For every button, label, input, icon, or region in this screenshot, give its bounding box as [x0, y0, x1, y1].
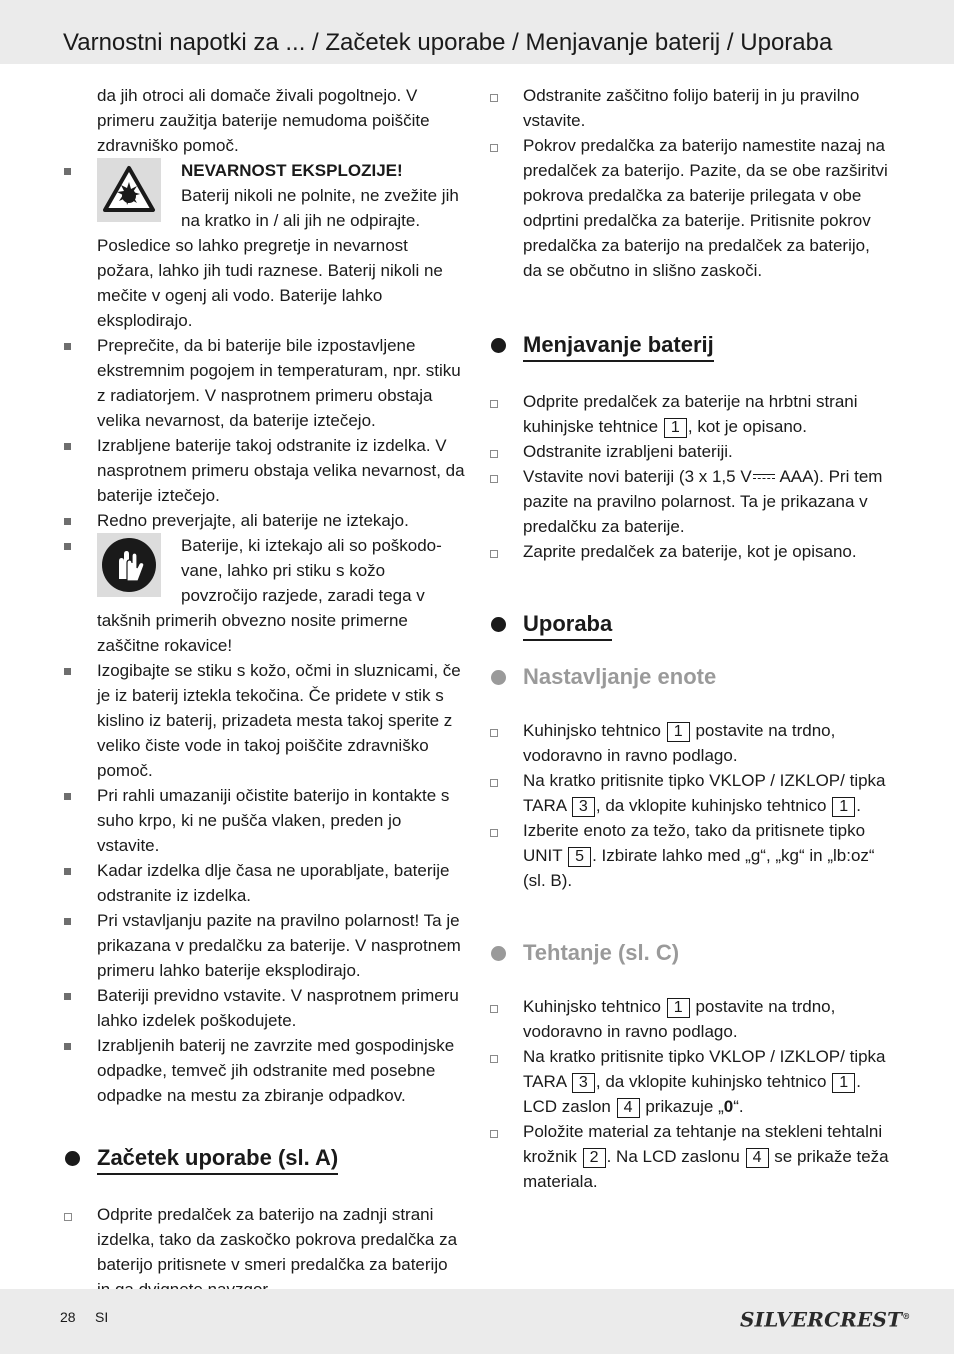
step-text: . Izbirate lahko med „g“, „kg“ in „lb:oz“ (sl. B). [523, 846, 875, 890]
section-heading-text: Uporaba [523, 610, 612, 641]
step-text: Kuhinjsko tehtnico [523, 721, 661, 740]
step-text: , kot je opisano. [687, 417, 807, 436]
step-text: Položite material za tehtanje na stekleni tehtalni krožnik [523, 1122, 883, 1166]
page-title: Varnostni napotki za ... / Začetek uporabe / Menjavanje baterij / Uporaba [63, 29, 833, 56]
step-item [489, 768, 891, 818]
step-item [489, 439, 891, 464]
part-ref: 4 [746, 1148, 769, 1168]
step-text: AAA). Pri tem pazite na pravilno polarnost. Ta je prikazana v predalčku za baterije. [523, 467, 883, 536]
section-heading-use [489, 610, 891, 641]
step-text: “. [733, 1097, 744, 1116]
step-text: , da vklopite kuhinjsko tehtnico [595, 796, 827, 815]
page-footer [0, 1289, 954, 1354]
step-item [489, 539, 891, 564]
list-item [63, 333, 465, 433]
section-heading-text: Menjavanje baterij [523, 331, 714, 362]
part-ref: 1 [832, 1073, 855, 1093]
step-text: Na kratko pritisnite tipko VKLOP / IZKLOP/ tipka TARA [523, 771, 886, 815]
part-ref: 1 [667, 998, 690, 1018]
list-item-text: Redno preverjajte, ali baterije ne iztekajo. [97, 511, 409, 530]
language-code: SI [95, 1309, 109, 1325]
registered-mark: ® [902, 1311, 911, 1321]
subsection-heading-text: Tehtanje (sl. C) [523, 940, 680, 965]
part-ref: 1 [667, 722, 690, 742]
display-zero-value: 0 [723, 1097, 734, 1116]
step-text: Odprite predalček za baterije na hrbtni strani kuhinjske tehtnice [523, 392, 858, 436]
continued-text [63, 83, 465, 158]
list-item [63, 908, 465, 983]
step-text: Odprite predalček za baterijo na zadnji strani izdelka, tako da zaskočko pokrova predalčka za baterijo pritisnete v smeri predalčka za baterijo [97, 1205, 458, 1274]
subsection-heading-weighing [489, 939, 891, 967]
part-ref: 4 [617, 1098, 640, 1118]
part-ref: 2 [583, 1148, 606, 1168]
step-text: . LCD zaslon [523, 1072, 861, 1116]
continued-text-content: da jih otroci ali domače živali pogoltnejo. V primeru zaužitja baterije nemudoma poiščite zdravniško pomoč. [97, 86, 430, 155]
step-item [489, 83, 891, 133]
page-header [0, 0, 954, 64]
step-text: . [856, 796, 861, 815]
step-item [63, 1202, 465, 1302]
list-item [63, 658, 465, 783]
step-text: Odstranite izrabljeni bateriji. [523, 442, 733, 461]
section-heading-start [63, 1144, 465, 1175]
step-text: Na kratko pritisnite tipko VKLOP / IZKLOP/ tipka TARA [523, 1047, 886, 1091]
step-text: prikazuje „ [645, 1097, 724, 1116]
step-text: Odstranite zaščitno folijo baterij in ju pravilno vstavite. [523, 86, 860, 130]
step-item [489, 818, 891, 893]
step-text: se prikaže teža materiala. [523, 1147, 889, 1191]
list-item [63, 858, 465, 908]
section-heading-battery [489, 331, 891, 362]
gloves-warning-text: Baterije, ki iztekajo ali so poškodovane, lahko pri stiku s kožo povzročijo razjede, zaradi tega v takšnih primerih obvezno nosite primerne zaščitne rokavice! [97, 536, 442, 655]
warning-explosion [63, 158, 465, 333]
step-item [489, 1044, 891, 1119]
warning-gloves [63, 533, 465, 658]
explosion-warning-icon [97, 158, 161, 222]
list-item-text: Preprečite, da bi baterije bile izpostavljene ekstremnim pogojem in temperaturam, npr. stiku z radiatorjem. V nasprotnem primeru obstaja velika nevarnost, da baterije iztečejo. [97, 336, 461, 430]
list-item-text: Izogibajte se stiku s kožo, očmi in sluznicami, če je iz baterij iztekla tekočina. Če pridete v stik s kislino iz baterij, prizadeta mesta takoj sperite z veliko čiste vode in takoj poiščite zdravniško pomoč. [97, 661, 461, 780]
right-column [489, 83, 891, 1194]
step-item [489, 464, 891, 539]
subsection-heading-text: Nastavljanje enote [523, 664, 717, 689]
part-ref: 1 [832, 797, 855, 817]
step-text: Izberite enoto za težo, tako da pritisnete tipko UNIT [523, 821, 866, 865]
explosion-warning-heading: NEVARNOST EKSPLOZIJE! [181, 161, 403, 180]
step-text: Pokrov predalčka za baterijo namestite nazaj na predalček za baterijo. Pazite, da se obe razširitvi pokrova predalčka za baterije prilegata v obe odprtini predalčka za baterije. Pritisnite pokrov predalčka za baterijo na predalček za baterijo, da se občutno in slišno zaskoči. [523, 136, 888, 280]
step-text: postavite na trdno, vodoravno in ravno podlago. [523, 997, 836, 1041]
step-text: , da vklopite kuhinjsko tehtnico [595, 1072, 827, 1091]
list-item-text: Pri rahli umazaniji očistite baterijo in kontakte s suho krpo, ki ne pušča vlaken, preden jo vstavite. [97, 786, 450, 855]
step-item [489, 1119, 891, 1194]
list-item-text: Kadar izdelka dlje časa ne uporabljate, baterije odstranite iz izdelka. [97, 861, 450, 905]
list-item [63, 1033, 465, 1108]
direct-current-icon [753, 473, 775, 482]
subsection-heading-setup [489, 663, 891, 691]
list-item [63, 433, 465, 508]
left-column [63, 83, 465, 1302]
list-item-text: Izrabljene baterije takoj odstranite iz izdelka. V nasprotnem primeru obstaja velika nevarnost, da baterije iztečejo. [97, 436, 465, 505]
brand-logo [740, 1303, 910, 1333]
step-text: . Na LCD zaslonu [606, 1147, 740, 1166]
step-item [489, 718, 891, 768]
step-text: Zaprite predalček za baterije, kot je opisano. [523, 542, 857, 561]
step-text: postavite na trdno, vodoravno in ravno podlago. [523, 721, 836, 765]
list-item-text: Izrabljenih baterij ne zavrzite med gospodinjske odpadke, temveč jih odstranite med posebne odpadke na mestu za zbiranje odpadkov. [97, 1036, 455, 1105]
section-heading-text: Začetek uporabe (sl. A) [97, 1144, 338, 1175]
protective-gloves-icon [97, 533, 161, 597]
brand-logo-text: SILVERCREST [740, 1307, 903, 1332]
part-ref: 5 [568, 847, 591, 867]
page-number: 28 [60, 1309, 76, 1325]
list-item [63, 983, 465, 1033]
list-item [63, 783, 465, 858]
explosion-warning-text: Baterij nikoli ne polnite, ne zvežite jih na kratko in / ali jih ne odpirajte. Posledice so lahko pregretje in nevarnost požara, lahko jih tudi raznese. Baterij nikoli ne mečite v ogenj ali vodo. Baterije lahko eksplodirajo. [97, 186, 459, 330]
step-text: Kuhinjsko tehtnico [523, 997, 661, 1016]
step-item [489, 994, 891, 1044]
part-ref: 3 [572, 797, 595, 817]
list-item-text: Pri vstavljanju pazite na pravilno polarnost! Ta je prikazana v predalčku za baterije. V nasprotnem primeru lahko baterije eksplodirajo. [97, 911, 461, 980]
list-item [63, 508, 465, 533]
step-item [489, 133, 891, 283]
part-ref: 3 [572, 1073, 595, 1093]
part-ref: 1 [664, 418, 687, 438]
step-text: Vstavite novi bateriji (3 x 1,5 V [523, 467, 752, 486]
step-item [489, 389, 891, 439]
list-item-text: Bateriji previdno vstavite. V nasprotnem primeru lahko izdelek poškodujete. [97, 986, 459, 1030]
